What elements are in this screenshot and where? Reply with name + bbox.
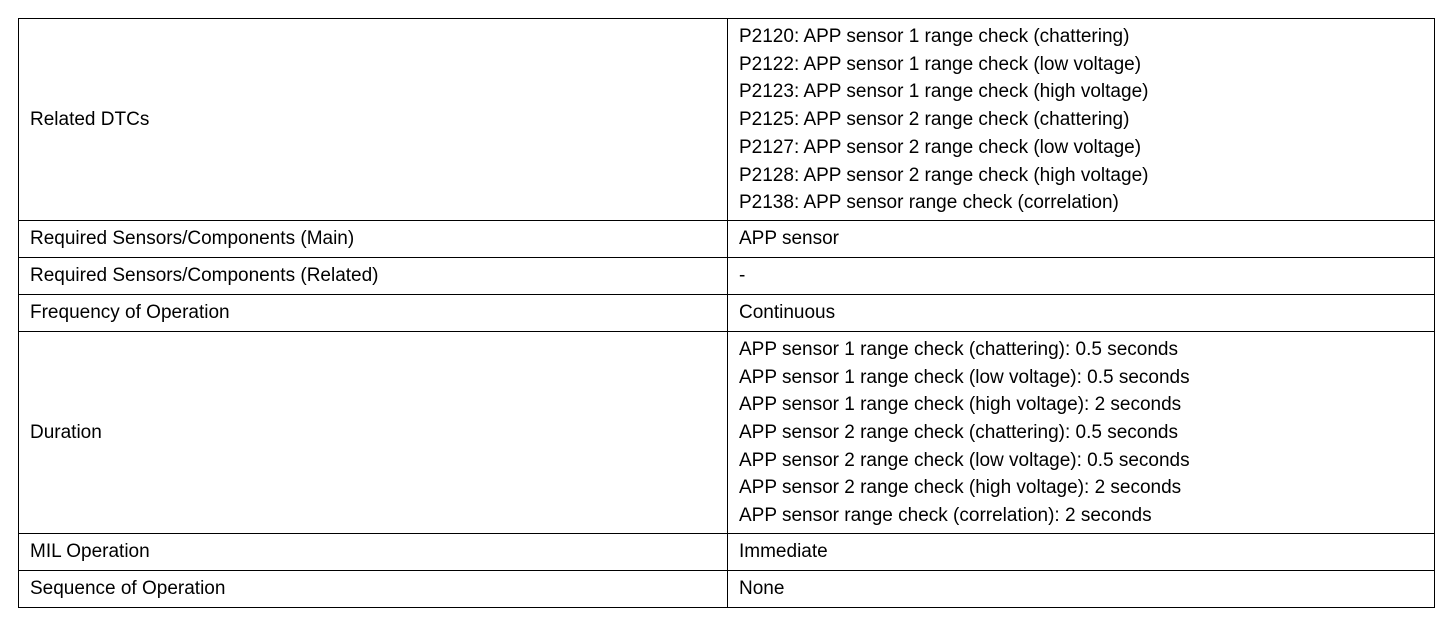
value-line: APP sensor 1 range check (high voltage): 2 seconds <box>739 394 1182 416</box>
row-label: Frequency of Operation <box>19 294 728 331</box>
value-line: P2120: APP sensor 1 range check (chattering) <box>739 26 1130 47</box>
value-line: APP sensor 2 range check (low voltage): 0.5 seconds <box>739 449 1190 471</box>
row-value: APP sensor <box>728 220 1435 257</box>
row-value <box>728 19 1435 221</box>
value-line: P2122: APP sensor 1 range check (low voltage) <box>739 53 1142 75</box>
value-line: P2138: APP sensor range check (correlation) <box>739 192 1119 214</box>
table-row-duration <box>19 331 1435 533</box>
row-value: None <box>728 570 1435 607</box>
value-line: APP sensor range check (correlation): 2 seconds <box>739 505 1152 527</box>
row-value: - <box>728 257 1435 294</box>
row-value: Continuous <box>728 294 1435 331</box>
table-row-related-dtcs <box>19 19 1435 221</box>
table-row-mil-operation <box>19 533 1435 570</box>
table-row-sequence <box>19 570 1435 607</box>
value-line: APP sensor 1 range check (low voltage): 0.5 seconds <box>739 366 1190 388</box>
row-label: Duration <box>19 331 728 533</box>
row-label: Related DTCs <box>19 19 728 221</box>
table-row-frequency <box>19 294 1435 331</box>
value-line: P2128: APP sensor 2 range check (high voltage) <box>739 164 1149 186</box>
row-label: Required Sensors/Components (Related) <box>19 257 728 294</box>
value-line: APP sensor 2 range check (chattering): 0.5 seconds <box>739 422 1179 444</box>
table-row-related-components <box>19 257 1435 294</box>
value-line: P2125: APP sensor 2 range check (chattering) <box>739 109 1130 131</box>
row-label: Sequence of Operation <box>19 570 728 607</box>
row-value: Immediate <box>728 533 1435 570</box>
row-value <box>728 331 1435 533</box>
value-line: P2123: APP sensor 1 range check (high voltage) <box>739 81 1149 103</box>
value-line: APP sensor 2 range check (high voltage): 2 seconds <box>739 477 1182 499</box>
row-label: MIL Operation <box>19 533 728 570</box>
spec-table <box>18 18 1435 608</box>
value-line: APP sensor 1 range check (chattering): 0.5 seconds <box>739 338 1179 360</box>
table-row-main-components <box>19 220 1435 257</box>
value-line: P2127: APP sensor 2 range check (low voltage) <box>739 136 1142 158</box>
row-label: Required Sensors/Components (Main) <box>19 220 728 257</box>
